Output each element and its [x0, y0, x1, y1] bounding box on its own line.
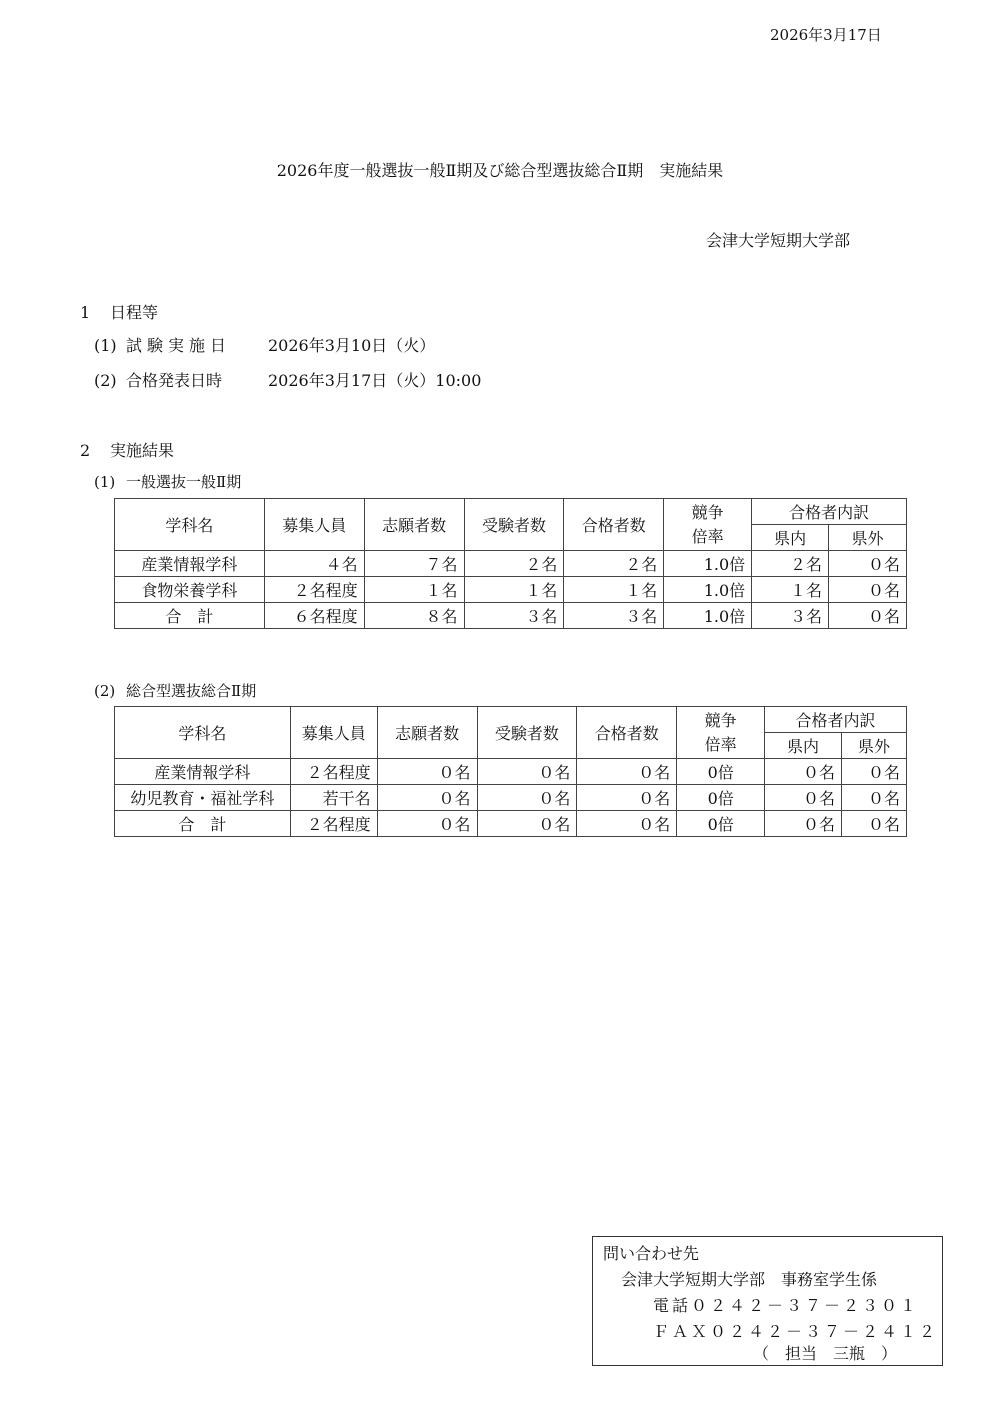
- cell-examinees: ２名: [464, 551, 564, 577]
- document-date: 2026年3月17日: [770, 26, 882, 44]
- header-passed: 合格者数: [564, 499, 664, 551]
- contact-heading: 問い合わせ先: [603, 1244, 700, 1263]
- header-dept: 学科名: [115, 707, 291, 759]
- table-row-total: [115, 603, 907, 629]
- cell-ratio: 1.0倍: [664, 577, 752, 603]
- item-value: 2026年3月17日（火）10:00: [268, 371, 482, 390]
- document-title: 2026年度一般選抜一般Ⅱ期及び総合型選抜総合Ⅱ期 実施結果: [276, 161, 724, 180]
- table-index: (1): [94, 473, 116, 491]
- header-examinees: 受験者数: [477, 707, 577, 759]
- cell-in-pref: ０名: [765, 811, 842, 837]
- item-label: 合格発表日時: [126, 371, 223, 390]
- cell-ratio: 0倍: [677, 785, 765, 811]
- header-ratio: [664, 499, 752, 551]
- cell-in-pref: ０名: [765, 785, 842, 811]
- section-title: 日程等: [110, 303, 159, 322]
- cell-out-pref: ０名: [829, 603, 907, 629]
- table-row: [115, 759, 907, 785]
- cell-ratio: 1.0倍: [664, 603, 752, 629]
- cell-applicants: ８名: [364, 603, 464, 629]
- section-results-heading: [80, 438, 174, 461]
- cell-out-pref: ０名: [842, 785, 907, 811]
- cell-passed: ０名: [577, 785, 677, 811]
- cell-passed: ３名: [564, 603, 664, 629]
- header-in-pref: 県内: [765, 733, 842, 759]
- cell-quota: ２名程度: [290, 811, 377, 837]
- header-ratio: [677, 707, 765, 759]
- cell-dept: 合 計: [115, 603, 265, 629]
- cell-dept: 合 計: [115, 811, 291, 837]
- cell-quota: ２名程度: [290, 759, 377, 785]
- schedule-item-announcement: [94, 368, 481, 391]
- cell-in-pref: ２名: [752, 551, 829, 577]
- header-ratio-line2: 倍率: [691, 526, 724, 546]
- contact-box: [592, 1236, 943, 1366]
- cell-passed: ２名: [564, 551, 664, 577]
- header-ratio-line1: 競争: [704, 710, 737, 730]
- header-applicants: 志願者数: [377, 707, 477, 759]
- contact-office: 会津大学短期大学部 事務室学生係: [621, 1270, 878, 1289]
- header-ratio-line1: 競争: [691, 502, 724, 522]
- item-index: (2): [94, 371, 117, 390]
- cell-dept: 幼児教育・福祉学科: [115, 785, 291, 811]
- header-applicants: 志願者数: [364, 499, 464, 551]
- table-row: [115, 577, 907, 603]
- cell-applicants: ０名: [377, 759, 477, 785]
- section-number: 1: [80, 303, 91, 322]
- cell-dept: 食物栄養学科: [115, 577, 265, 603]
- cell-out-pref: ０名: [829, 577, 907, 603]
- table-row: [115, 785, 907, 811]
- table-row-total: [115, 811, 907, 837]
- item-index: (1): [94, 336, 117, 355]
- comprehensive-selection-results-table: [114, 706, 907, 837]
- header-in-pref: 県内: [752, 525, 829, 551]
- table-title: 一般選抜一般Ⅱ期: [126, 473, 242, 491]
- section-schedule-heading: [80, 300, 158, 323]
- contact-phone: 電話０２４２－３７－２３０１: [653, 1296, 920, 1315]
- cell-examinees: ０名: [477, 785, 577, 811]
- item-value: 2026年3月10日（火）: [268, 336, 436, 355]
- cell-dept: 産業情報学科: [115, 759, 291, 785]
- header-breakdown: 合格者内訳: [752, 499, 907, 525]
- header-out-pref: 県外: [829, 525, 907, 551]
- organization-name: 会津大学短期大学部: [706, 231, 851, 250]
- header-examinees: 受験者数: [464, 499, 564, 551]
- cell-applicants: ０名: [377, 785, 477, 811]
- cell-examinees: １名: [464, 577, 564, 603]
- cell-examinees: ３名: [464, 603, 564, 629]
- cell-dept: 産業情報学科: [115, 551, 265, 577]
- table-title: 総合型選抜総合Ⅱ期: [126, 682, 257, 700]
- cell-applicants: ０名: [377, 811, 477, 837]
- contact-person: （ 担当 三瓶 ）: [753, 1344, 898, 1363]
- cell-quota: ６名程度: [264, 603, 364, 629]
- header-breakdown: 合格者内訳: [765, 707, 907, 733]
- cell-in-pref: ０名: [765, 759, 842, 785]
- table2-heading: [94, 680, 256, 701]
- header-quota: 募集人員: [290, 707, 377, 759]
- header-passed: 合格者数: [577, 707, 677, 759]
- section-title: 実施結果: [110, 441, 175, 460]
- cell-out-pref: ０名: [829, 551, 907, 577]
- cell-applicants: １名: [364, 577, 464, 603]
- cell-ratio: 1.0倍: [664, 551, 752, 577]
- general-selection-results-table: [114, 498, 907, 629]
- table-index: (2): [94, 682, 116, 700]
- table-row: [115, 551, 907, 577]
- cell-passed: ０名: [577, 811, 677, 837]
- header-dept: 学科名: [115, 499, 265, 551]
- item-label: 試験実施日: [126, 336, 232, 355]
- cell-quota: 若干名: [290, 785, 377, 811]
- cell-examinees: ０名: [477, 811, 577, 837]
- cell-in-pref: ３名: [752, 603, 829, 629]
- contact-fax: ＦＡＸ０２４２－３７－２４１２: [653, 1322, 939, 1341]
- table1-heading: [94, 471, 241, 492]
- header-quota: 募集人員: [264, 499, 364, 551]
- header-ratio-line2: 倍率: [704, 734, 737, 754]
- cell-passed: １名: [564, 577, 664, 603]
- cell-examinees: ０名: [477, 759, 577, 785]
- cell-in-pref: １名: [752, 577, 829, 603]
- schedule-item-exam-date: [94, 333, 435, 356]
- cell-ratio: 0倍: [677, 759, 765, 785]
- cell-quota: ４名: [264, 551, 364, 577]
- cell-passed: ０名: [577, 759, 677, 785]
- cell-out-pref: ０名: [842, 759, 907, 785]
- cell-quota: ２名程度: [264, 577, 364, 603]
- cell-ratio: 0倍: [677, 811, 765, 837]
- section-number: 2: [80, 441, 91, 460]
- cell-out-pref: ０名: [842, 811, 907, 837]
- cell-applicants: ７名: [364, 551, 464, 577]
- header-out-pref: 県外: [842, 733, 907, 759]
